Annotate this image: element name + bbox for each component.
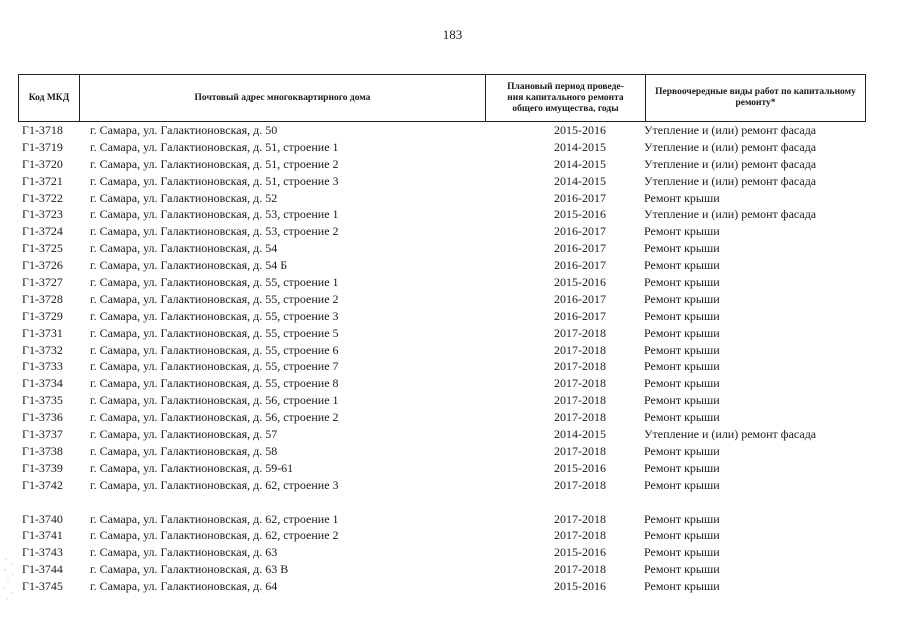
table-row [18, 308, 866, 325]
cell-period: 2017-2018 [554, 376, 606, 391]
cell-address: г. Самара, ул. Галактионовская, д. 63 В [90, 562, 289, 577]
cell-code: Г1-3725 [22, 241, 63, 256]
table-row [18, 578, 866, 595]
table-row [18, 511, 866, 528]
cell-period: 2017-2018 [554, 562, 606, 577]
cell-period: 2016-2017 [554, 190, 606, 205]
cell-work: Ремонт крыши [644, 275, 720, 290]
table-row [18, 375, 866, 392]
cell-period: 2014-2015 [554, 156, 606, 171]
cell-period: 2017-2018 [554, 342, 606, 357]
cell-address: г. Самара, ул. Галактионовская, д. 51, строение 3 [90, 173, 339, 188]
table-header [18, 74, 866, 122]
table-row [18, 460, 866, 477]
cell-code: Г1-3723 [22, 207, 63, 222]
table-row [18, 358, 866, 375]
cell-code: Г1-3728 [22, 291, 63, 306]
table-row [18, 173, 866, 190]
cell-period: 2016-2017 [554, 241, 606, 256]
cell-code: Г1-3737 [22, 427, 63, 442]
cell-address: г. Самара, ул. Галактионовская, д. 58 [90, 443, 278, 458]
table-row [18, 443, 866, 460]
table-row [18, 274, 866, 291]
cell-address: г. Самара, ул. Галактионовская, д. 55, строение 6 [90, 342, 339, 357]
table-body [18, 122, 866, 595]
cell-address: г. Самара, ул. Галактионовская, д. 62, строение 1 [90, 511, 339, 526]
cell-work: Ремонт крыши [644, 477, 720, 492]
cell-period: 2017-2018 [554, 359, 606, 374]
table-row [18, 206, 866, 223]
cell-period: 2015-2016 [554, 460, 606, 475]
table-row [18, 156, 866, 173]
table-row [18, 409, 866, 426]
cell-period: 2014-2015 [554, 139, 606, 154]
cell-work: Ремонт крыши [644, 342, 720, 357]
cell-period: 2015-2016 [554, 207, 606, 222]
cell-period: 2017-2018 [554, 511, 606, 526]
table-row [18, 426, 866, 443]
cell-address: г. Самара, ул. Галактионовская, д. 53, строение 1 [90, 207, 339, 222]
cell-work: Ремонт крыши [644, 562, 720, 577]
cell-code: Г1-3742 [22, 477, 63, 492]
cell-address: г. Самара, ул. Галактионовская, д. 63 [90, 545, 278, 560]
cell-work: Ремонт крыши [644, 258, 720, 273]
cell-work: Утепление и (или) ремонт фасада [644, 156, 817, 171]
cell-work: Ремонт крыши [644, 376, 720, 391]
cell-code: Г1-3741 [22, 528, 63, 543]
cell-work: Ремонт крыши [644, 190, 720, 205]
cell-period: 2015-2016 [554, 579, 606, 594]
cell-work: Ремонт крыши [644, 325, 720, 340]
cell-period: 2015-2016 [554, 123, 606, 137]
cell-code: Г1-3735 [22, 393, 63, 408]
cell-code: Г1-3729 [22, 308, 63, 323]
cell-period: 2016-2017 [554, 258, 606, 273]
cell-period: 2016-2017 [554, 308, 606, 323]
table-row [18, 257, 866, 274]
cell-address: г. Самара, ул. Галактионовская, д. 62, строение 3 [90, 477, 339, 492]
cell-period: 2017-2018 [554, 393, 606, 408]
cell-work: Утепление и (или) ремонт фасада [644, 173, 817, 188]
cell-address: г. Самара, ул. Галактионовская, д. 50 [90, 123, 278, 137]
cell-period: 2015-2016 [554, 275, 606, 290]
cell-code: Г1-3718 [22, 123, 63, 137]
cell-work: Утепление и (или) ремонт фасада [644, 207, 817, 222]
cell-period: 2017-2018 [554, 477, 606, 492]
cell-period: 2015-2016 [554, 545, 606, 560]
cell-code: Г1-3744 [22, 562, 63, 577]
page-number: 183 [442, 27, 463, 42]
cell-work: Ремонт крыши [644, 410, 720, 425]
scan-speckle [2, 555, 18, 603]
cell-address: г. Самара, ул. Галактионовская, д. 56, строение 1 [90, 393, 339, 408]
cell-address: г. Самара, ул. Галактионовская, д. 52 [90, 190, 278, 205]
table-row [18, 544, 866, 561]
cell-work: Ремонт крыши [644, 443, 720, 458]
table-row [18, 527, 866, 544]
cell-code: Г1-3738 [22, 443, 63, 458]
cell-period: 2017-2018 [554, 410, 606, 425]
cell-address: г. Самара, ул. Галактионовская, д. 53, строение 2 [90, 224, 339, 239]
cell-code: Г1-3732 [22, 342, 63, 357]
cell-code: Г1-3734 [22, 376, 63, 391]
cell-code: Г1-3720 [22, 156, 63, 171]
cell-code: Г1-3726 [22, 258, 63, 273]
cell-address: г. Самара, ул. Галактионовская, д. 56, строение 2 [90, 410, 339, 425]
cell-address: г. Самара, ул. Галактионовская, д. 54 Б [90, 258, 288, 273]
cell-code: Г1-3731 [22, 325, 63, 340]
cell-address: г. Самара, ул. Галактионовская, д. 55, строение 2 [90, 291, 339, 306]
cell-address: г. Самара, ул. Галактионовская, д. 55, строение 1 [90, 275, 339, 290]
table-row [18, 477, 866, 494]
cell-period: 2014-2015 [554, 427, 606, 442]
cell-code: Г1-3745 [22, 579, 63, 594]
cell-work: Ремонт крыши [644, 359, 720, 374]
cell-code: Г1-3733 [22, 359, 63, 374]
cell-address: г. Самара, ул. Галактионовская, д. 57 [90, 427, 278, 442]
table-row [18, 392, 866, 409]
cell-address: г. Самара, ул. Галактионовская, д. 54 [90, 241, 278, 256]
cell-code: Г1-3740 [22, 511, 63, 526]
table-row [18, 561, 866, 578]
table-row [18, 190, 866, 207]
cell-work: Ремонт крыши [644, 241, 720, 256]
cell-address: г. Самара, ул. Галактионовская, д. 59-61 [90, 460, 294, 475]
capital-repair-table [18, 74, 866, 595]
table-row [18, 139, 866, 156]
cell-work: Ремонт крыши [644, 545, 720, 560]
cell-address: г. Самара, ул. Галактионовская, д. 51, строение 2 [90, 156, 339, 171]
cell-code: Г1-3722 [22, 190, 63, 205]
header-code: Код МКД [28, 92, 70, 103]
cell-period: 2016-2017 [554, 291, 606, 306]
cell-code: Г1-3743 [22, 545, 63, 560]
cell-code: Г1-3721 [22, 173, 63, 188]
cell-work: Ремонт крыши [644, 460, 720, 475]
cell-code: Г1-3727 [22, 275, 63, 290]
table-row [18, 325, 866, 342]
header-address: Почтовый адрес многоквартирного дома [79, 75, 485, 121]
cell-period: 2017-2018 [554, 443, 606, 458]
cell-work: Утепление и (или) ремонт фасада [644, 139, 817, 154]
table-row [18, 342, 866, 359]
cell-work: Утепление и (или) ремонт фасада [644, 123, 817, 137]
cell-work: Ремонт крыши [644, 579, 720, 594]
table-row [18, 291, 866, 308]
cell-period: 2017-2018 [554, 325, 606, 340]
cell-work: Ремонт крыши [644, 393, 720, 408]
table-row [18, 223, 866, 240]
header-period: Плановый период проведе- ния капитального ремонта общего имущества, годы [485, 75, 645, 121]
cell-work: Ремонт крыши [644, 291, 720, 306]
cell-period: 2014-2015 [554, 173, 606, 188]
cell-address: г. Самара, ул. Галактионовская, д. 62, строение 2 [90, 528, 339, 543]
header-works: Первоочередные виды работ по капитальному ремонту* [645, 75, 865, 121]
cell-code: Г1-3736 [22, 410, 63, 425]
cell-address: г. Самара, ул. Галактионовская, д. 55, строение 5 [90, 325, 339, 340]
cell-work: Ремонт крыши [644, 528, 720, 543]
cell-work: Ремонт крыши [644, 511, 720, 526]
cell-address: г. Самара, ул. Галактионовская, д. 51, строение 1 [90, 139, 339, 154]
cell-period: 2017-2018 [554, 528, 606, 543]
cell-work: Ремонт крыши [644, 308, 720, 323]
cell-address: г. Самара, ул. Галактионовская, д. 55, строение 3 [90, 308, 339, 323]
table-row [18, 122, 866, 139]
cell-work: Ремонт крыши [644, 224, 720, 239]
cell-address: г. Самара, ул. Галактионовская, д. 64 [90, 579, 278, 594]
cell-work: Утепление и (или) ремонт фасада [644, 427, 817, 442]
cell-code: Г1-3724 [22, 224, 63, 239]
cell-address: г. Самара, ул. Галактионовская, д. 55, строение 8 [90, 376, 339, 391]
cell-period: 2016-2017 [554, 224, 606, 239]
cell-address: г. Самара, ул. Галактионовская, д. 55, строение 7 [90, 359, 339, 374]
table-row [18, 240, 866, 257]
cell-code: Г1-3719 [22, 139, 63, 154]
cell-code: Г1-3739 [22, 460, 63, 475]
